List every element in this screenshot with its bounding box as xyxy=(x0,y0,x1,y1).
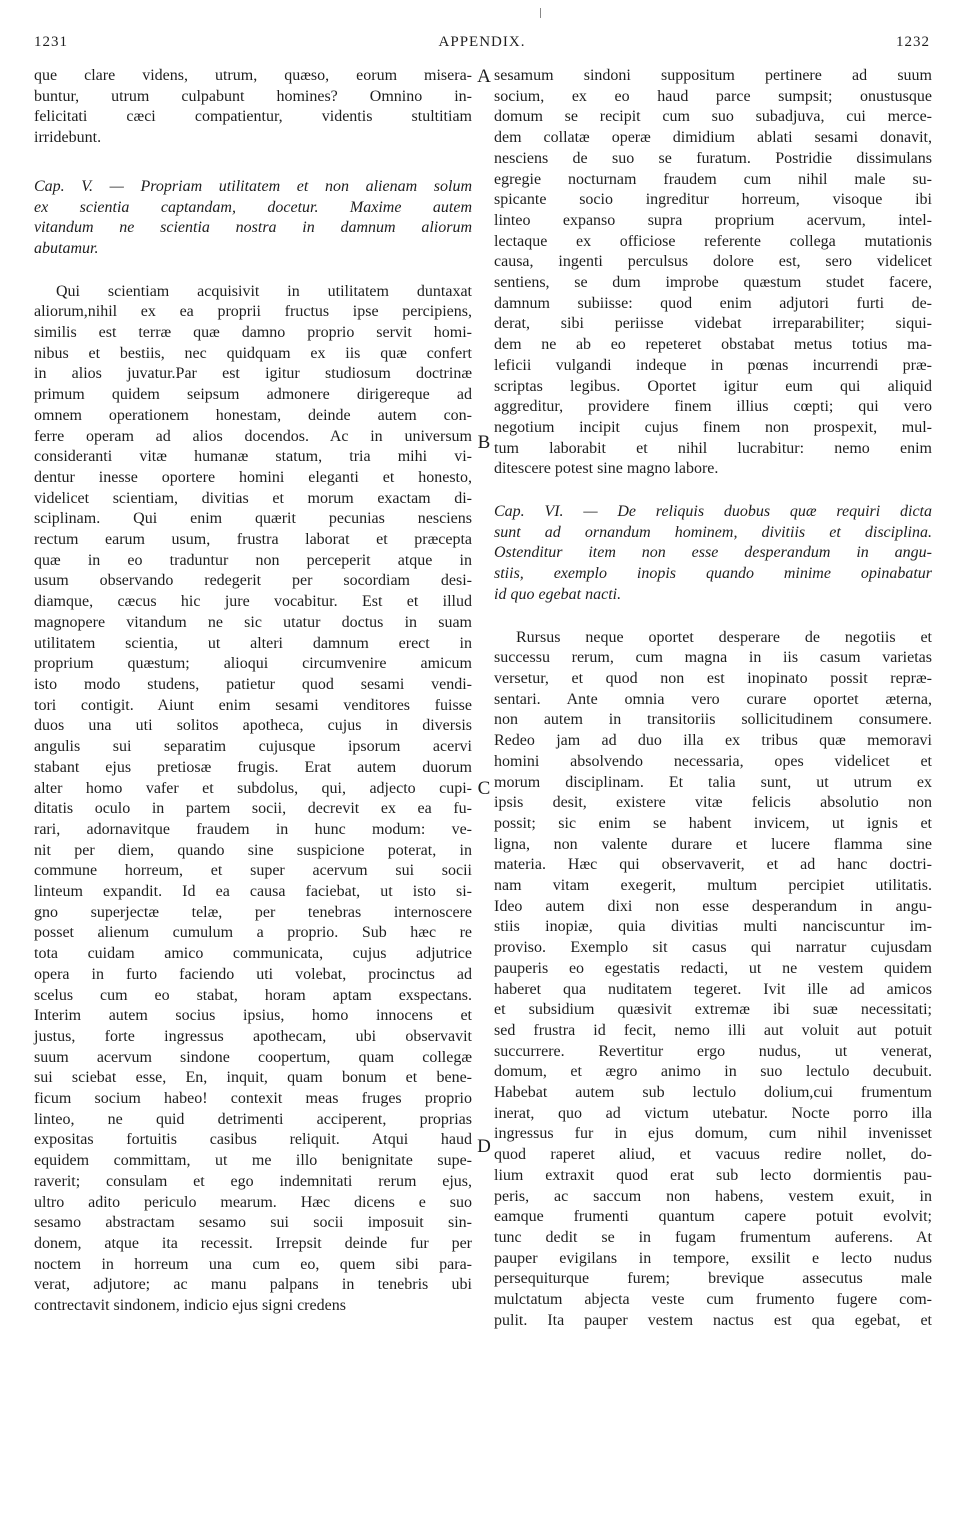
text-line: persequiturque furem; brevique assecutus male xyxy=(494,1270,932,1288)
text-line: causa, ingenti perculsus dolore est, sero videlicet xyxy=(494,253,932,271)
text-line: ditescere potest sine magno labore. xyxy=(494,460,719,478)
text-line: pauperis eo egestatis redacti, ut ne vestem quidem xyxy=(494,959,932,977)
running-title: APPENDIX. xyxy=(438,34,526,50)
heading-line: Cap. V. — Propriam utilitatem et non alienam solum xyxy=(34,177,472,195)
text-line: et subsidium quæsivit extremæ ibi suæ necessitati; xyxy=(494,1001,932,1019)
text-line: rari, adornavitque fraudem in hunc modum: ve- xyxy=(34,820,472,838)
text-line: negotium incipit cujus finem non prospexit, mul- xyxy=(494,418,932,436)
text-line: inerat, quo ad victum utebatur. Nocte porro illa xyxy=(494,1104,932,1122)
text-line: duos una uti solitos apotheca, cujus in diversis xyxy=(34,717,472,735)
text-line: Ideo autem dixi non esse desperandum in angu- xyxy=(494,897,932,915)
text-line: derat, sibi periisse videbat irreparabiliter; siqui- xyxy=(494,315,932,333)
text-line: nam vitam exegerit, multum percipiet utilitatis. xyxy=(494,877,932,895)
text-line: egregie nocturnam fraudem cum nihil male su- xyxy=(494,170,932,188)
text-line: diamque, cæcus hic jure vocabitur. Est et illud xyxy=(34,593,472,611)
text-line: eamque frumenti quantum capere potuit evolvit; xyxy=(494,1208,932,1226)
text-line: nibus et bestiis, nec quidquam ex iis quæ confert xyxy=(34,344,472,362)
text-line: tum laborabit et nihil lucrabitur: nemo enim xyxy=(494,439,932,457)
heading-line: sunt ad ornandum hominem, divitiis et disciplina. xyxy=(494,523,932,541)
text-line: videlicet scientiam, divitias et morum exactam di- xyxy=(34,489,472,507)
text-line: raverit; consulam et ego indemnitati rerum ejus, xyxy=(34,1172,472,1190)
text-line: nit per diem, quando sine suspicione poterat, in xyxy=(34,841,472,859)
right-paragraph-1 xyxy=(494,66,932,480)
text-line: primum quidem seipsum admonere dirigereque ad xyxy=(34,386,472,404)
left-paragraph-2 xyxy=(34,282,472,1317)
text-line: ficum socium habeo! contexit meas fruges proprio xyxy=(34,1090,472,1108)
text-line: rectum earum usum, frustra laborat et præcepta xyxy=(34,531,472,549)
heading-line: ex scientia captandam, docetur. Maxime autem xyxy=(34,198,472,216)
text-line: que clare videns, utrum, quæso, eorum misera- xyxy=(34,67,472,84)
text-line: ultro adito periculo mearum. Hæc dicens e suo xyxy=(34,1193,472,1211)
text-line: felicitati cæci compatientur, videntis stultitiam xyxy=(34,108,472,126)
margin-letter-d: D xyxy=(477,1136,491,1157)
text-line: ferre operam ad alios docendos. Ac in universum xyxy=(34,427,472,445)
chapter-6-heading xyxy=(494,502,932,606)
text-line: suum acervum sindone coopertum, quam collegæ xyxy=(34,1048,472,1066)
text-line: posset alienum cumulum a proprio. Sub hæc re xyxy=(34,924,472,942)
text-line: linteo, ne quid detrimenti acciperent, proprias xyxy=(34,1110,472,1128)
heading-line: Cap. VI. — De reliquis duobus quæ requiri dicta xyxy=(494,503,932,521)
text-line: sed frustra id fecit, nemo illi aut voluit aut potuit xyxy=(494,1021,932,1039)
text-line: aliorum,nihil ex ea proprii fructus ipse percipiens, xyxy=(34,303,472,321)
heading-line: stiis, exemplo inopis quando minime opinabatur xyxy=(494,565,932,583)
text-line: Qui scientiam acquisivit in utilitatem duntaxat xyxy=(56,282,472,300)
text-line: opera in furto faciendo uti volebat, procinctus ad xyxy=(34,965,472,983)
text-line: stiis inopiæ, quia divitias multi nanciscuntur im- xyxy=(494,918,932,936)
margin-letter-b: B xyxy=(477,432,491,453)
text-line: justus, forte ingressus apothecam, ubi observavit xyxy=(34,1027,472,1045)
text-line: usum observando redegerit per socordiam desi- xyxy=(34,572,472,590)
text-line: sciplinam. Qui enim quærit pecunias nesciens xyxy=(34,510,472,528)
text-line: linteum expandit. Id ea causa faciebat, ut isto si- xyxy=(34,883,472,901)
text-line: irridebunt. xyxy=(34,129,102,147)
text-line: alter homo vafer et subdolus, qui, adjecto cupi- xyxy=(34,779,472,797)
text-line: dem ne ab eo repeteret obstabat metus totius ma- xyxy=(494,336,932,354)
text-line: homini absolvendo necessaria, opes videlicet et xyxy=(494,752,932,770)
text-line: angulis sui separatim cujusque ipsorum acervi xyxy=(34,738,472,756)
text-line: scriptas legibus. Oportet igitur eum qui aliquid xyxy=(494,377,932,395)
text-line: succurrere. Revertitur ergo nudus, ut venerat, xyxy=(494,1042,932,1060)
text-line: expositas fortuitis casibus reliquit. Atqui haud xyxy=(34,1131,472,1149)
text-line: ingressus fur in ejus domum, cum nihil invenisset xyxy=(494,1125,932,1143)
page-mark xyxy=(540,8,541,18)
text-line: possit; sic enim se habent invicem, ut ignis et xyxy=(494,814,932,832)
text-line: domum se recipit cum suo subadjuva, cui merce- xyxy=(494,108,932,126)
heading-line: abutamur. xyxy=(34,239,99,257)
text-line: linteo expanso supra proprium acervum, intel- xyxy=(494,211,932,229)
text-line: non autem in transitoriis sollicitudinem consumere. xyxy=(494,711,932,729)
text-line: lium extraxit quod erat sub lecto dormientis pau- xyxy=(494,1166,932,1184)
text-line: dentur inesse oportere homini eleganti et honesto, xyxy=(34,468,472,486)
text-line: in alios juvatur.Par est igitur studiosum doctrinæ xyxy=(34,365,472,383)
text-line: contrectavit sindonem, indicio ejus signi credens xyxy=(34,1297,346,1315)
heading-line: id quo egebat nacti. xyxy=(494,585,622,603)
right-column xyxy=(494,66,932,1331)
text-line: verat, adjutore; ac manu palpans in tenebris ubi xyxy=(34,1276,472,1294)
text-line: successu rerum, cum magna in iis casum varietas xyxy=(494,649,932,667)
text-line: versetur, et quod non est inopinato possit repræ- xyxy=(494,669,932,687)
text-line: equidem committam, ut me illo benignitate supe- xyxy=(34,1152,472,1170)
text-line: damnum subiisse: quod enim adjutori furti de- xyxy=(494,294,932,312)
text-line: commune horreum, et super acervum sui socii xyxy=(34,862,472,880)
text-line: peris, ac saccum non habens, vestem exuit, in xyxy=(494,1187,932,1205)
text-line: tunc dedit se in fugam frumentum auferens. At xyxy=(494,1228,932,1246)
text-line: sui sciebat esse, En, inquit, quam bonum et bene- xyxy=(34,1069,472,1087)
text-line: scelus cum eo stabat, horam aptam exspectans. xyxy=(34,986,472,1004)
text-line: isto modo studens, patietur quod sesami vendi- xyxy=(34,675,472,693)
text-line: domum, et ægro animo in suo lectulo decubuit. xyxy=(494,1063,932,1081)
text-line: Habebat autem sub lectulo dolium,cui frumentum xyxy=(494,1084,932,1102)
text-line: magnopere vitandum ne sic utatur doctus in suam xyxy=(34,613,472,631)
text-line: tota cuidam amico communicata, cujus adjutrice xyxy=(34,945,472,963)
text-line: ditatis oculo in partem socii, decrevit ex ea fu- xyxy=(34,800,472,818)
text-line: stabant ejus pretiosæ frugis. Erat autem duorum xyxy=(34,758,472,776)
text-line: aggreditur, providere finem illius cœpti; qui vero xyxy=(494,398,932,416)
text-line: ipsis desit, existere vitæ felicis absolutio non xyxy=(494,794,932,812)
page-number-right: 1232 xyxy=(896,34,930,50)
text-line: noctem in horreum una cum eo, quem sibi para- xyxy=(34,1255,472,1273)
text-line: sentari. Ante omnia vero curare oportet æterna, xyxy=(494,690,932,708)
text-line: tori contigit. Aiunt enim sesami venditores fuisse xyxy=(34,696,472,714)
text-line: nesciens de suo se furatum. Postridie dissimulans xyxy=(494,149,932,167)
text-line: utilitatem scientia, ut alteri damnum erect in xyxy=(34,634,472,652)
margin-letter-a: A xyxy=(477,66,491,87)
text-line: Redeo jam ad duo illa ex tribus quæ memoravi xyxy=(494,732,932,750)
text-line: Interim autem socius ipsius, homo innocens et xyxy=(34,1007,472,1025)
text-line: sesamum sindoni suppositum pertinere ad suum xyxy=(494,67,932,84)
text-line: buntur, utrum culpabunt homines? Omnino in- xyxy=(34,87,472,105)
right-paragraph-2 xyxy=(494,628,932,1332)
text-line: Rursus neque oportet desperare de negotiis et xyxy=(516,628,932,646)
text-line: donem, atque ita recessit. Irrepsit deinde fur per xyxy=(34,1234,472,1252)
text-line: spicante socio ingreditur horreum, visoque ibi xyxy=(494,191,932,209)
margin-letter-c: C xyxy=(477,778,491,799)
text-line: lectaque ex officiose referente collega mutationis xyxy=(494,232,932,250)
text-line: proviso. Exemplo sit casus qui narratur cujusdam xyxy=(494,939,932,957)
text-line: gno superjectæ telæ, per tenebras internoscere xyxy=(34,903,472,921)
text-line: consideranti vitæ humanæ statum, tria mihi vi- xyxy=(34,448,472,466)
text-line: dem collatæ operæ dimidium ablati sesami donavit, xyxy=(494,129,932,147)
heading-line: Ostenditur item non esse desperandum in angu- xyxy=(494,544,932,562)
text-line: sesamo abstractam sesamo sui socii imposuit sin- xyxy=(34,1214,472,1232)
text-line: pulit. Ita pauper vestem nactus est qua egebat, et xyxy=(494,1311,932,1329)
text-line: omnem operationem honestam, deinde autem con- xyxy=(34,406,472,424)
text-line: materia. Hæc qui observaverit, et ad hanc doctri- xyxy=(494,856,932,874)
text-line: quod raperet aliud, et vacuus redire nollet, do- xyxy=(494,1146,932,1164)
text-line: morum disciplinam. Et talia sunt, ut utrum ex xyxy=(494,773,932,791)
text-line: pauper evigilans in tempore, exsilit e lecto nudus xyxy=(494,1249,932,1267)
text-line: similis est terræ quæ damno proprio servit homi- xyxy=(34,324,472,342)
text-line: haberet qua nuditatem tegeret. Ivit ille ad amicos xyxy=(494,980,932,998)
running-header xyxy=(34,34,930,56)
text-line: socium, ex eo haud parce sumpsit; onustusque xyxy=(494,87,932,105)
chapter-5-heading xyxy=(34,177,472,260)
left-paragraph-1 xyxy=(34,66,472,149)
heading-line: vitandum ne scientia nostra in damnum aliorum xyxy=(34,219,472,237)
text-line: leficii vulgandi indeque in pœnas incurrendi præ- xyxy=(494,356,932,374)
page-number-left: 1231 xyxy=(34,34,68,50)
text-line: mulctatum abjecta veste cum frumento fugere com- xyxy=(494,1291,932,1309)
text-line: sentiens, se dum improbe quæstum studet facere, xyxy=(494,274,932,292)
text-line: ligna, non valente durare et lucere flamma sine xyxy=(494,835,932,853)
left-column xyxy=(34,66,472,1317)
text-line: proprium quæstum; alioqui circumvenire amicum xyxy=(34,655,472,673)
text-line: quæ in eo traduntur non perceperit atque in xyxy=(34,551,472,569)
